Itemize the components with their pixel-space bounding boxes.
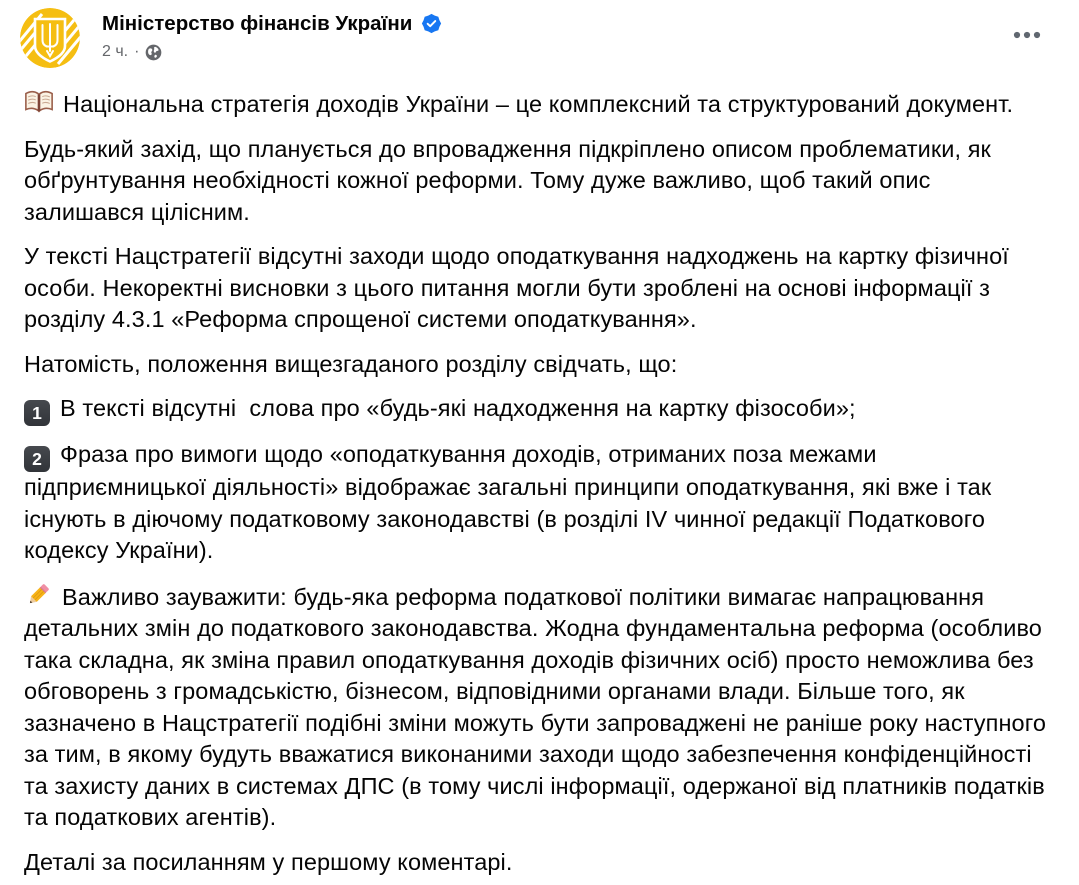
paragraph-text: В тексті відсутні слова про «будь-які надходження на картку фізособи»; xyxy=(60,395,856,421)
paragraph-text: Фраза про вимоги щодо «оподаткування доходів, отриманих поза межами підприємницької діяльності» відображає загальні принципи оподаткування, які вже і так існують в діючому податковому законодавстві (в розділі IV чинної редакції Податкового кодексу України). xyxy=(24,441,998,563)
separator-dot: · xyxy=(134,42,140,60)
paragraph-text: Важливо зауважити: будь-яка реформа податкової політики вимагає напрацювання детальних змін до податкового законодавства. Жодна фундаментальна реформа (особливо така складна, як зміна правил оподаткування доходів фізичних осіб) просто неможлива без обговорень з громадськістю, бізнесом, відповідними органами влади. Більше того, як зазначено в Нацстратегії подібні зміни можуть бути запроваджені не раніше року наступного за тим, в якому будуть вважатися виконаними заходи щодо забезпечення конфіденційності та захисту даних в системах ДПС (в тому числі інформації, одержаної від платників податків та податкових агентів). xyxy=(24,583,1053,830)
ellipsis-icon xyxy=(1013,30,1041,40)
paragraph-text: У тексті Нацстратегії відсутні заходи щодо оподаткування надходжень на картку фізичної особи. Некоректні висновки з цього питання могли бути зроблені на основі інформації з розділу 4.3.1 «Реформа спрощеної системи оподаткування». xyxy=(24,243,1016,332)
globe-icon xyxy=(145,44,162,61)
ukraine-trident-emblem-icon xyxy=(20,8,80,68)
pencil-icon xyxy=(24,580,53,609)
paragraph-text: Національна стратегія доходів України – це комплексний та структурований документ. xyxy=(63,91,1014,117)
paragraph-text: Деталі за посиланням у першому коментарі. xyxy=(24,848,513,875)
paragraph-text: Будь-який захід, що планується до впровадження підкріплено описом проблематики, як обґрунтування необхідності кожної реформи. Тому дуже важливо, щоб такий опис залишався цілісним. xyxy=(24,135,998,225)
post-paragraph xyxy=(24,393,1053,426)
header-meta xyxy=(102,8,442,61)
verified-badge-icon xyxy=(421,13,442,34)
open-book-icon xyxy=(24,89,54,116)
post-paragraph xyxy=(24,349,1053,381)
keycap-1-icon: 1 xyxy=(24,400,50,426)
post-body xyxy=(0,68,1079,878)
post-paragraph xyxy=(24,847,1053,879)
post-paragraph xyxy=(24,241,1053,336)
post-paragraph xyxy=(24,580,1053,834)
keycap-2-icon: 2 xyxy=(24,446,50,472)
avatar[interactable] xyxy=(20,8,80,68)
post-paragraph xyxy=(24,134,1053,229)
post-menu-button[interactable] xyxy=(1007,24,1047,46)
post-header xyxy=(0,0,1079,68)
paragraph-text: Натомість, положення вищезгаданого розділу свідчать, що: xyxy=(24,350,678,377)
post-paragraph xyxy=(24,89,1053,121)
page-name[interactable]: Міністерство фінансів України xyxy=(102,12,413,35)
timestamp[interactable]: 2 ч. xyxy=(102,42,129,60)
post-paragraph xyxy=(24,439,1053,567)
